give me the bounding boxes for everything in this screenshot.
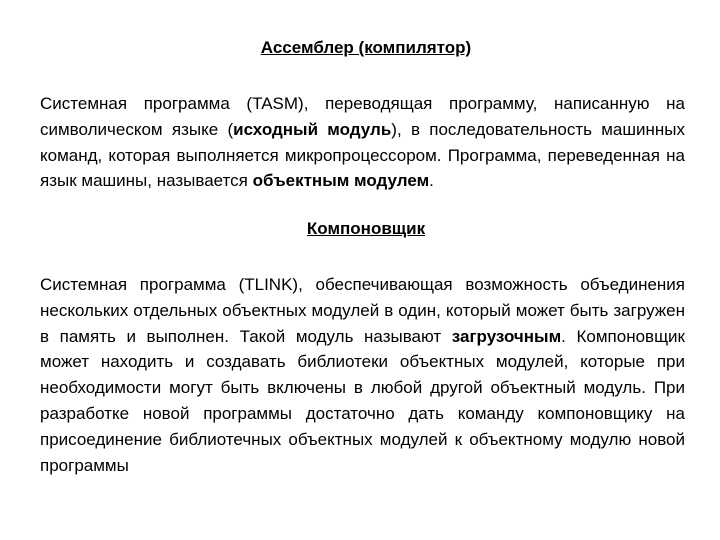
assembler-heading: Ассемблер (компилятор) (260, 38, 472, 57)
linker-text-part-2: . Компоновщик может находить и создавать библиотеки объектных модулей, которые при необходимости могут быть включены в любой другой объектный модуль. При разработке новой программы достаточно дать команду компоновщику на присоединение библиотечных объектных модулей к объектному модулю новой программы (40, 326, 685, 475)
linker-heading: Компоновщик (306, 219, 426, 238)
load-module-term: загрузочным (451, 326, 562, 346)
assembler-paragraph (40, 91, 685, 194)
object-module-term: объектным модулем (252, 171, 430, 191)
linker-text-part-1: Системная программа (TLINK), обеспечивающая возможность объединения нескольких отдельных объектных модулей в один, который может быть загружен в память и выполнен. Такой модуль называют (40, 275, 685, 346)
assembler-text-part-3: . (429, 171, 434, 191)
assembler-text-part-2: ), в последовательность машинных команд, которая выполняется микропроцессором. Программа, переведенная на язык машины, называется (40, 119, 686, 191)
source-module-term: исходный модуль (233, 119, 392, 139)
linker-paragraph (40, 272, 685, 478)
assembler-text-part-1: Системная программа (TASM), переводящая программу, написанную на символическом языке ( (40, 94, 685, 139)
